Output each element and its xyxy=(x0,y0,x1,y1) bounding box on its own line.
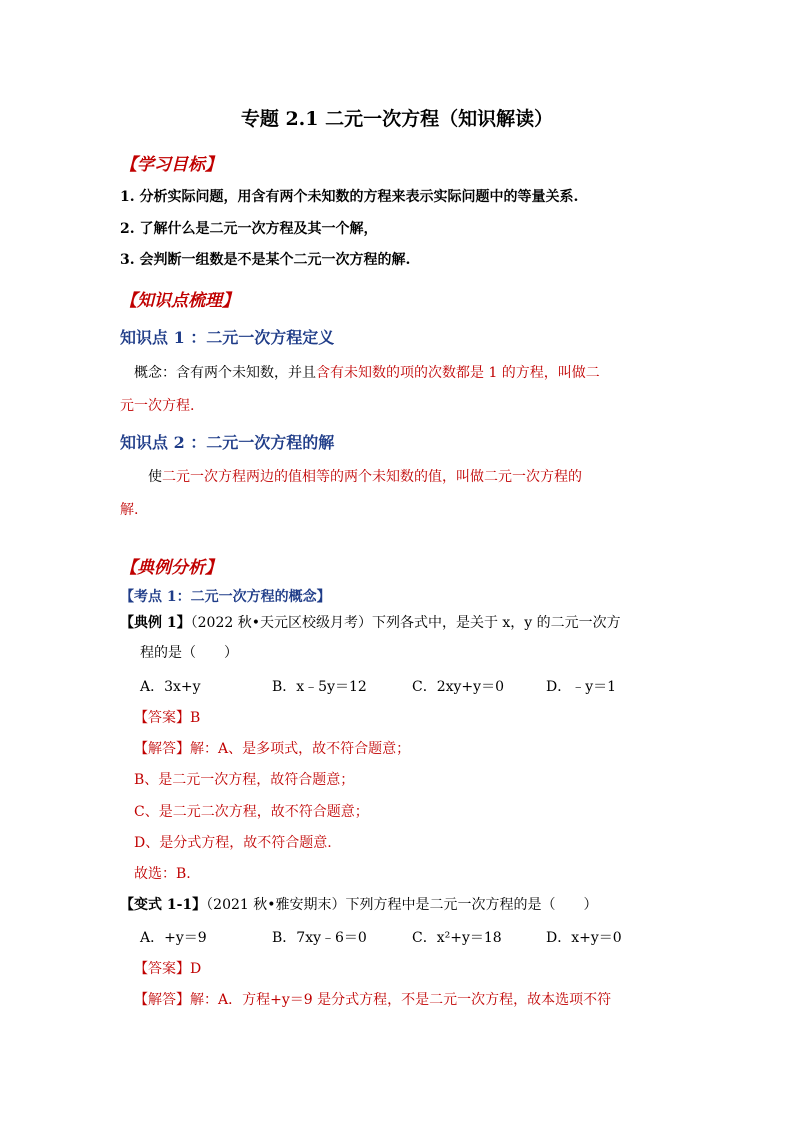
kp2-prefix: 使 xyxy=(148,469,162,485)
kp1-prefix: 概念：含有两个未知数，并且 xyxy=(134,365,316,381)
knowledge-point-1-heading: 知识点 1 ：二元一次方程定义 xyxy=(120,328,335,347)
kp2-paragraph-line2: 解. xyxy=(120,502,139,518)
page-title: 专题 2.1 二元一次方程（知识解读） xyxy=(240,108,554,130)
variant-1-1-solution-text: 解：A．方程+y＝9 是分式方程，不是二元一次方程，故本选项不符 xyxy=(190,992,612,1008)
kaodian-1-heading: 【考点 1：二元一次方程的概念】 xyxy=(120,589,331,605)
example-1-option-d: D．﹣y＝1 xyxy=(546,679,617,695)
example-1-solution-line4: D、是分式方程，故不符合题意. xyxy=(134,835,332,851)
variant-1-1-line1 xyxy=(120,894,598,914)
example-1-option-c: C．2xy+y＝0 xyxy=(412,679,504,695)
example-1-option-a: A．3x+y xyxy=(140,679,201,695)
goal-item-2: 2. 了解什么是二元一次方程及其一个解， xyxy=(120,221,378,237)
section-heading-knowledge: 【知识点梳理】 xyxy=(120,291,239,311)
example-1-option-b: B．x﹣5y＝12 xyxy=(272,679,367,695)
example-1-solution-line1 xyxy=(134,738,410,758)
example-1-solution-line3: C、是二元二次方程，故不符合题意； xyxy=(134,804,369,820)
knowledge-point-2-heading: 知识点 2 ：二元一次方程的解 xyxy=(120,433,335,452)
variant-1-1-question: （2021 秋•雅安期末）下列方程中是二元一次方程的是（ ） xyxy=(206,897,598,913)
variant-1-1-option-d: D．x+y＝0 xyxy=(546,930,622,946)
section-heading-examples: 【典例分析】 xyxy=(120,558,222,578)
example-1-question: （2022 秋•天元区校级月考）下列各式中，是关于 x，y 的二元一次方 xyxy=(190,615,621,631)
variant-1-1-answer: 【答案】D xyxy=(134,961,202,977)
example-1-line1 xyxy=(120,612,621,632)
variant-1-1-option-a: A．+y＝9 xyxy=(140,930,207,946)
variant-1-1-label: 【变式 1-1】 xyxy=(120,897,207,913)
goal-item-3: 3. 会判断一组数是不是某个二元一次方程的解. xyxy=(120,252,411,268)
kp2-paragraph-line1 xyxy=(148,466,582,486)
example-1-solution-line2: B、是二元一次方程，故符合题意； xyxy=(134,772,355,788)
example-1-line2: 程的是（ ） xyxy=(140,645,238,661)
variant-1-1-solution-line1 xyxy=(134,989,611,1009)
kp1-paragraph-line1 xyxy=(134,362,600,382)
variant-1-1-solution-label: 【解答】 xyxy=(134,992,190,1008)
example-1-answer: 【答案】B xyxy=(134,710,201,726)
example-1-label: 【典例 1】 xyxy=(120,615,191,631)
kp1-paragraph-line2: 元一次方程. xyxy=(120,398,195,414)
goal-item-1: 1. 分析实际问题，用含有两个未知数的方程来表示实际问题中的等量关系. xyxy=(120,189,579,205)
variant-1-1-option-c: C．x²+y＝18 xyxy=(412,930,502,946)
kp1-definition-red: 含有未知数的项的次数都是 1 的方程，叫做二 xyxy=(316,365,600,381)
example-1-choose: 故选：B. xyxy=(134,866,191,882)
example-1-solution-text: 解：A、是多项式，故不符合题意； xyxy=(190,741,411,757)
kp2-definition-red: 二元一次方程两边的值相等的两个未知数的值，叫做二元一次方程的 xyxy=(162,469,582,485)
section-heading-goals: 【学习目标】 xyxy=(120,155,222,175)
variant-1-1-option-b: B．7xy﹣6＝0 xyxy=(272,930,367,946)
example-1-solution-label: 【解答】 xyxy=(134,741,190,757)
